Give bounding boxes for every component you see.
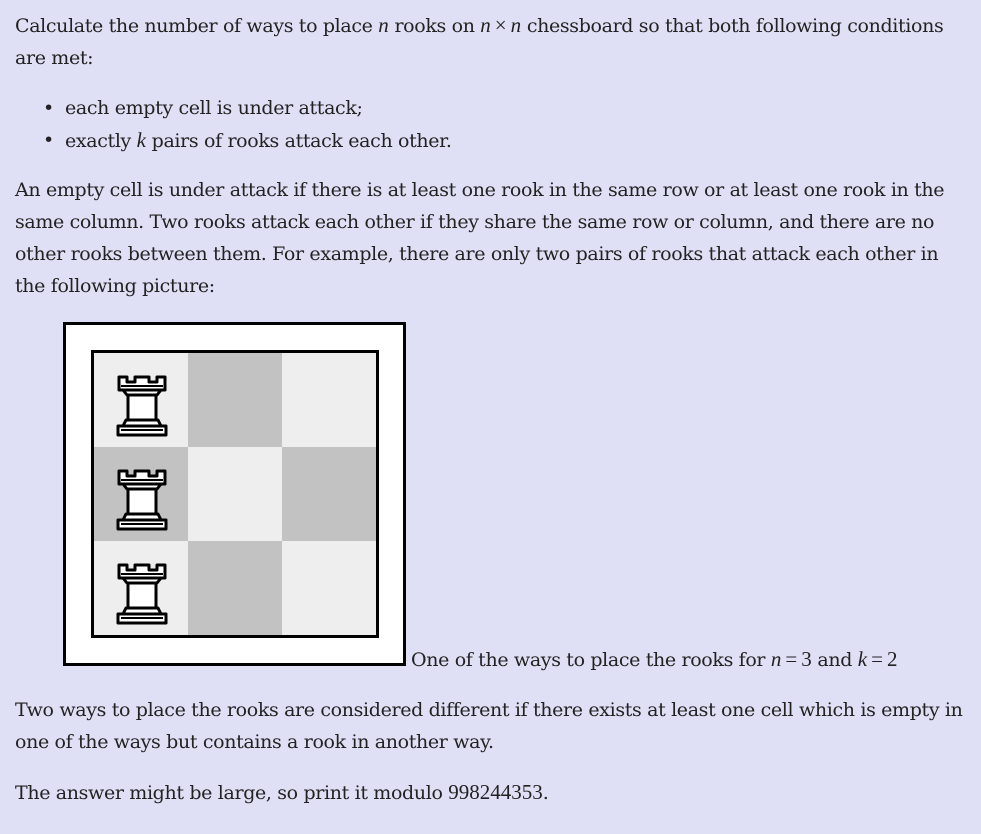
board-cell xyxy=(94,353,188,447)
modulus-value: 998244353 xyxy=(448,780,543,804)
board-cell xyxy=(94,447,188,541)
list-item: • exactly k pairs of rooks attack each other. xyxy=(15,124,452,157)
board-cell xyxy=(282,447,376,541)
board-cell xyxy=(188,541,282,635)
rook-icon xyxy=(113,373,171,439)
bullet-icon: • xyxy=(43,97,54,119)
math-n: n xyxy=(480,13,491,37)
board-cell xyxy=(282,541,376,635)
intro-paragraph: Calculate the number of ways to place n rooks on n × n chessboard so that both following conditions are met: xyxy=(15,13,944,69)
list-item: • each empty cell is under attack; xyxy=(15,92,452,124)
conditions-list xyxy=(15,92,452,157)
modulo-paragraph: The answer might be large, so print it modulo 998244353. xyxy=(15,780,549,804)
board-cell xyxy=(94,541,188,635)
board-cell xyxy=(282,353,376,447)
rook-icon xyxy=(113,561,171,627)
board-cell xyxy=(188,447,282,541)
bullet-icon: • xyxy=(43,129,54,151)
figure-caption: One of the ways to place the rooks for n = 3 and k = 2 xyxy=(411,647,898,671)
attack-definition-paragraph: An empty cell is under attack if there is at least one rook in the same row or at least one rook in the same column. Two rooks attack each other if they share the same row or column, and there are no other rooks between them. For example, there are only two pairs of rooks that attack each other in the following picture: xyxy=(15,179,945,297)
distinctness-paragraph: Two ways to place the rooks are considered different if there exists at least one cell which is empty in one of the ways but contains a rook in another way. xyxy=(15,699,963,753)
math-n: n xyxy=(510,13,522,37)
math-times: × xyxy=(494,13,507,37)
math-k: k xyxy=(136,128,146,152)
rook-icon xyxy=(113,467,171,533)
math-n: n xyxy=(378,13,389,37)
board-cell xyxy=(188,353,282,447)
chessboard xyxy=(91,350,379,638)
chessboard-figure xyxy=(63,322,406,666)
